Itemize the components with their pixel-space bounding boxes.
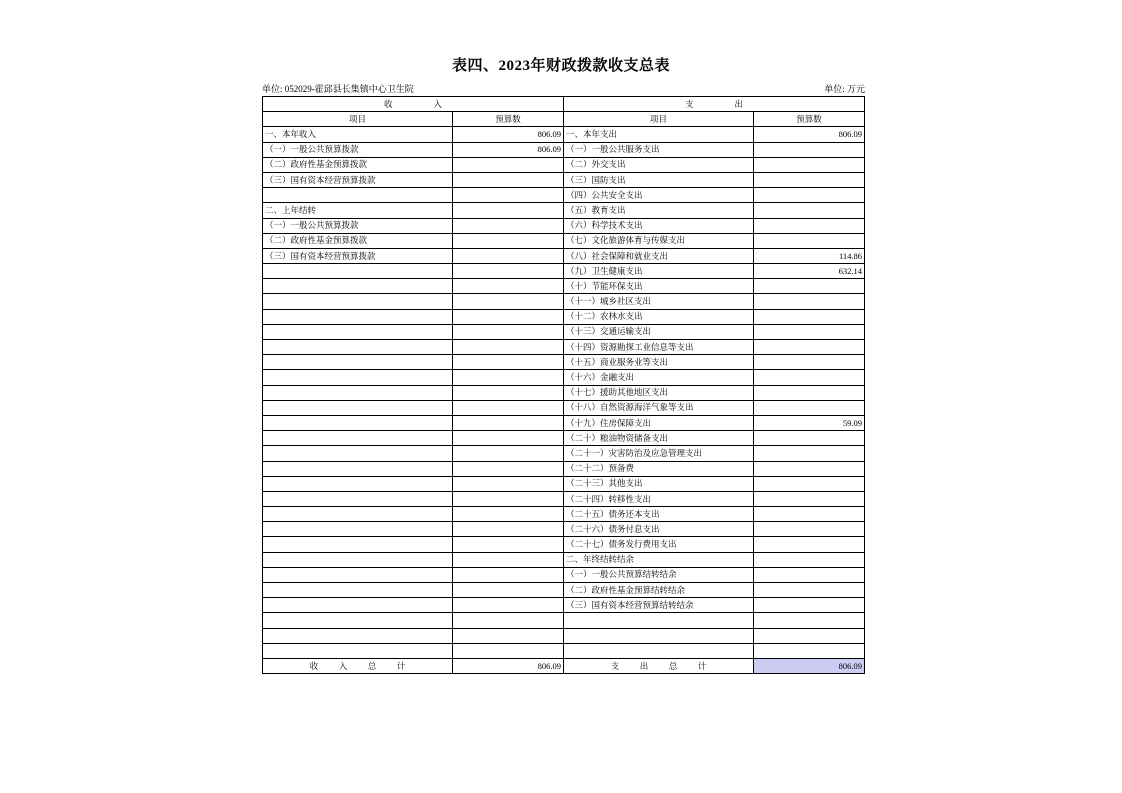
table-header-sub — [263, 112, 865, 127]
income-item-cell — [263, 628, 453, 643]
income-value-cell — [453, 431, 564, 446]
income-value-cell — [453, 355, 564, 370]
expense-value-cell — [754, 628, 865, 643]
income-item-cell — [263, 355, 453, 370]
income-value-cell — [453, 522, 564, 537]
income-total-value: 806.09 — [453, 658, 564, 673]
expense-item-cell: （二十）粮油物资储备支出 — [564, 431, 754, 446]
expense-value-cell — [754, 431, 865, 446]
table-row — [263, 340, 865, 355]
income-item-cell — [263, 613, 453, 628]
income-item-cell — [263, 598, 453, 613]
expense-item-cell: （十）节能环保支出 — [564, 279, 754, 294]
expense-value-cell — [754, 522, 865, 537]
table-row — [263, 172, 865, 187]
page-title: 表四、2023年财政拨款收支总表 — [451, 58, 670, 74]
income-item-cell — [263, 431, 453, 446]
income-value-cell — [453, 233, 564, 248]
income-item-cell — [263, 385, 453, 400]
table-row — [263, 598, 865, 613]
table-row — [263, 507, 865, 522]
table-row — [263, 613, 865, 628]
income-item-cell — [263, 507, 453, 522]
expense-value-cell — [754, 324, 865, 339]
income-item-cell — [263, 340, 453, 355]
income-budget-header: 预算数 — [453, 112, 564, 127]
table-row — [263, 309, 865, 324]
expense-value-cell — [754, 279, 865, 294]
table-row — [263, 188, 865, 203]
income-group-header: 收 入 — [263, 97, 564, 112]
income-value-cell — [453, 643, 564, 658]
table-row — [263, 370, 865, 385]
income-item-cell — [263, 491, 453, 506]
income-value-cell: 806.09 — [453, 127, 564, 142]
expense-item-cell: 一、本年支出 — [564, 127, 754, 142]
income-item-cell — [263, 264, 453, 279]
table-row — [263, 279, 865, 294]
expense-item-cell: （九）卫生健康支出 — [564, 264, 754, 279]
income-item-cell: （二）政府性基金预算拨款 — [263, 233, 453, 248]
table-row — [263, 142, 865, 157]
table-row — [263, 446, 865, 461]
expense-value-cell — [754, 491, 865, 506]
income-item-cell — [263, 461, 453, 476]
expense-item-cell — [564, 643, 754, 658]
table-row — [263, 522, 865, 537]
expense-item-cell: （四）公共安全支出 — [564, 188, 754, 203]
expense-item-cell: （十六）金融支出 — [564, 370, 754, 385]
income-item-cell — [263, 552, 453, 567]
income-item-cell — [263, 583, 453, 598]
expense-value-cell — [754, 309, 865, 324]
expense-item-cell: （六）科学技术支出 — [564, 218, 754, 233]
expense-item-cell: （二十三）其他支出 — [564, 476, 754, 491]
income-value-cell — [453, 400, 564, 415]
table-row — [263, 567, 865, 582]
table-row — [263, 476, 865, 491]
unit-label: 单位: 052029-霍邱县长集镇中心卫生院 — [262, 84, 414, 94]
income-item-cell — [263, 446, 453, 461]
expense-value-cell — [754, 233, 865, 248]
income-item-cell — [263, 400, 453, 415]
expense-item-cell: （二）政府性基金预算结转结余 — [564, 583, 754, 598]
expense-item-header: 项目 — [564, 112, 754, 127]
expense-value-cell — [754, 476, 865, 491]
expense-item-cell: （二十一）灾害防治及应急管理支出 — [564, 446, 754, 461]
table-row — [263, 583, 865, 598]
table-header-group — [263, 97, 865, 112]
income-item-header: 项目 — [263, 112, 453, 127]
table-row — [263, 552, 865, 567]
expense-value-cell — [754, 355, 865, 370]
expense-item-cell: （十七）援助其他地区支出 — [564, 385, 754, 400]
expense-item-cell: （八）社会保障和就业支出 — [564, 248, 754, 263]
budget-table — [262, 96, 865, 674]
expense-item-cell: （一）一般公共预算结转结余 — [564, 567, 754, 582]
expense-value-cell — [754, 340, 865, 355]
expense-item-cell: （七）文化旅游体育与传媒支出 — [564, 233, 754, 248]
table-row — [263, 294, 865, 309]
expense-item-cell: （十四）资源勘探工业信息等支出 — [564, 340, 754, 355]
expense-item-cell: 二、年终结转结余 — [564, 552, 754, 567]
expense-value-cell — [754, 157, 865, 172]
income-item-cell — [263, 522, 453, 537]
income-value-cell — [453, 476, 564, 491]
expense-item-cell: （十一）城乡社区支出 — [564, 294, 754, 309]
expense-value-cell: 632.14 — [754, 264, 865, 279]
expense-item-cell: （二十五）债务还本支出 — [564, 507, 754, 522]
income-item-cell: （一）一般公共预算拨款 — [263, 142, 453, 157]
table-row — [263, 248, 865, 263]
income-value-cell — [453, 264, 564, 279]
income-value-cell — [453, 309, 564, 324]
expense-item-cell: （二）外交支出 — [564, 157, 754, 172]
income-item-cell: （一）一般公共预算拨款 — [263, 218, 453, 233]
income-value-cell — [453, 567, 564, 582]
expense-item-cell: （二十二）预备费 — [564, 461, 754, 476]
income-item-cell: （二）政府性基金预算拨款 — [263, 157, 453, 172]
expense-value-cell — [754, 461, 865, 476]
expense-value-cell — [754, 203, 865, 218]
amount-unit-label: 单位: 万元 — [824, 84, 865, 94]
income-value-cell — [453, 537, 564, 552]
expense-total-value: 806.09 — [754, 658, 865, 673]
income-value-cell — [453, 203, 564, 218]
table-row — [263, 537, 865, 552]
income-value-cell: 806.09 — [453, 142, 564, 157]
income-value-cell — [453, 507, 564, 522]
totals-row — [263, 658, 865, 673]
income-value-cell — [453, 248, 564, 263]
expense-item-cell: （三）国防支出 — [564, 172, 754, 187]
income-value-cell — [453, 218, 564, 233]
expense-value-cell: 114.86 — [754, 248, 865, 263]
expense-value-cell — [754, 188, 865, 203]
income-item-cell — [263, 370, 453, 385]
income-item-cell: （三）国有资本经营预算拨款 — [263, 248, 453, 263]
table-row — [263, 264, 865, 279]
expense-value-cell — [754, 507, 865, 522]
income-item-cell — [263, 415, 453, 430]
income-value-cell — [453, 294, 564, 309]
table-row — [263, 628, 865, 643]
income-value-cell — [453, 446, 564, 461]
income-item-cell — [263, 279, 453, 294]
income-item-cell — [263, 324, 453, 339]
expense-item-cell: （十九）住房保障支出 — [564, 415, 754, 430]
table-row — [263, 203, 865, 218]
income-item-cell: （三）国有资本经营预算拨款 — [263, 172, 453, 187]
income-value-cell — [453, 583, 564, 598]
table-row — [263, 157, 865, 172]
expense-value-cell — [754, 172, 865, 187]
table-row — [263, 233, 865, 248]
income-value-cell — [453, 598, 564, 613]
table-row — [263, 461, 865, 476]
table-row — [263, 415, 865, 430]
income-value-cell — [453, 172, 564, 187]
table-row — [263, 324, 865, 339]
expense-value-cell — [754, 294, 865, 309]
income-value-cell — [453, 415, 564, 430]
income-item-cell — [263, 643, 453, 658]
table-row — [263, 218, 865, 233]
income-item-cell — [263, 537, 453, 552]
income-item-cell: 一、本年收入 — [263, 127, 453, 142]
income-value-cell — [453, 385, 564, 400]
expense-group-header: 支 出 — [564, 97, 865, 112]
expense-item-cell — [564, 628, 754, 643]
expense-total-label: 支 出 总 计 — [564, 658, 754, 673]
expense-item-cell: （一）一般公共服务支出 — [564, 142, 754, 157]
expense-item-cell: （十八）自然资源海洋气象等支出 — [564, 400, 754, 415]
expense-value-cell: 59.09 — [754, 415, 865, 430]
expense-value-cell — [754, 385, 865, 400]
expense-item-cell: （十二）农林水支出 — [564, 309, 754, 324]
expense-item-cell: （二十四）转移性支出 — [564, 491, 754, 506]
table-row — [263, 431, 865, 446]
expense-item-cell: （十三）交通运输支出 — [564, 324, 754, 339]
income-item-cell — [263, 476, 453, 491]
expense-value-cell — [754, 370, 865, 385]
table-row — [263, 400, 865, 415]
table-row — [263, 355, 865, 370]
expense-value-cell — [754, 613, 865, 628]
expense-value-cell — [754, 598, 865, 613]
expense-value-cell — [754, 537, 865, 552]
expense-item-cell: （三）国有资本经营预算结转结余 — [564, 598, 754, 613]
table-row — [263, 385, 865, 400]
income-value-cell — [453, 340, 564, 355]
income-item-cell — [263, 309, 453, 324]
expense-value-cell — [754, 567, 865, 582]
expense-value-cell — [754, 142, 865, 157]
income-value-cell — [453, 279, 564, 294]
expense-item-cell: （二十六）债务付息支出 — [564, 522, 754, 537]
table-row — [263, 491, 865, 506]
expense-item-cell: （五）教育支出 — [564, 203, 754, 218]
expense-value-cell — [754, 400, 865, 415]
income-item-cell: 二、上年结转 — [263, 203, 453, 218]
expense-value-cell: 806.09 — [754, 127, 865, 142]
table-body — [263, 97, 865, 674]
expense-item-cell — [564, 613, 754, 628]
income-item-cell — [263, 188, 453, 203]
income-total-label: 收 入 总 计 — [263, 658, 453, 673]
table-row — [263, 643, 865, 658]
income-value-cell — [453, 491, 564, 506]
income-item-cell — [263, 294, 453, 309]
expense-value-cell — [754, 583, 865, 598]
income-value-cell — [453, 188, 564, 203]
table-row — [263, 127, 865, 142]
income-value-cell — [453, 552, 564, 567]
expense-item-cell: （二十七）债务发行费用支出 — [564, 537, 754, 552]
income-value-cell — [453, 613, 564, 628]
income-value-cell — [453, 370, 564, 385]
income-value-cell — [453, 461, 564, 476]
expense-value-cell — [754, 446, 865, 461]
expense-budget-header: 预算数 — [754, 112, 865, 127]
expense-item-cell: （十五）商业服务业等支出 — [564, 355, 754, 370]
income-value-cell — [453, 157, 564, 172]
expense-value-cell — [754, 218, 865, 233]
income-value-cell — [453, 324, 564, 339]
income-value-cell — [453, 628, 564, 643]
expense-value-cell — [754, 552, 865, 567]
expense-value-cell — [754, 643, 865, 658]
income-item-cell — [263, 567, 453, 582]
